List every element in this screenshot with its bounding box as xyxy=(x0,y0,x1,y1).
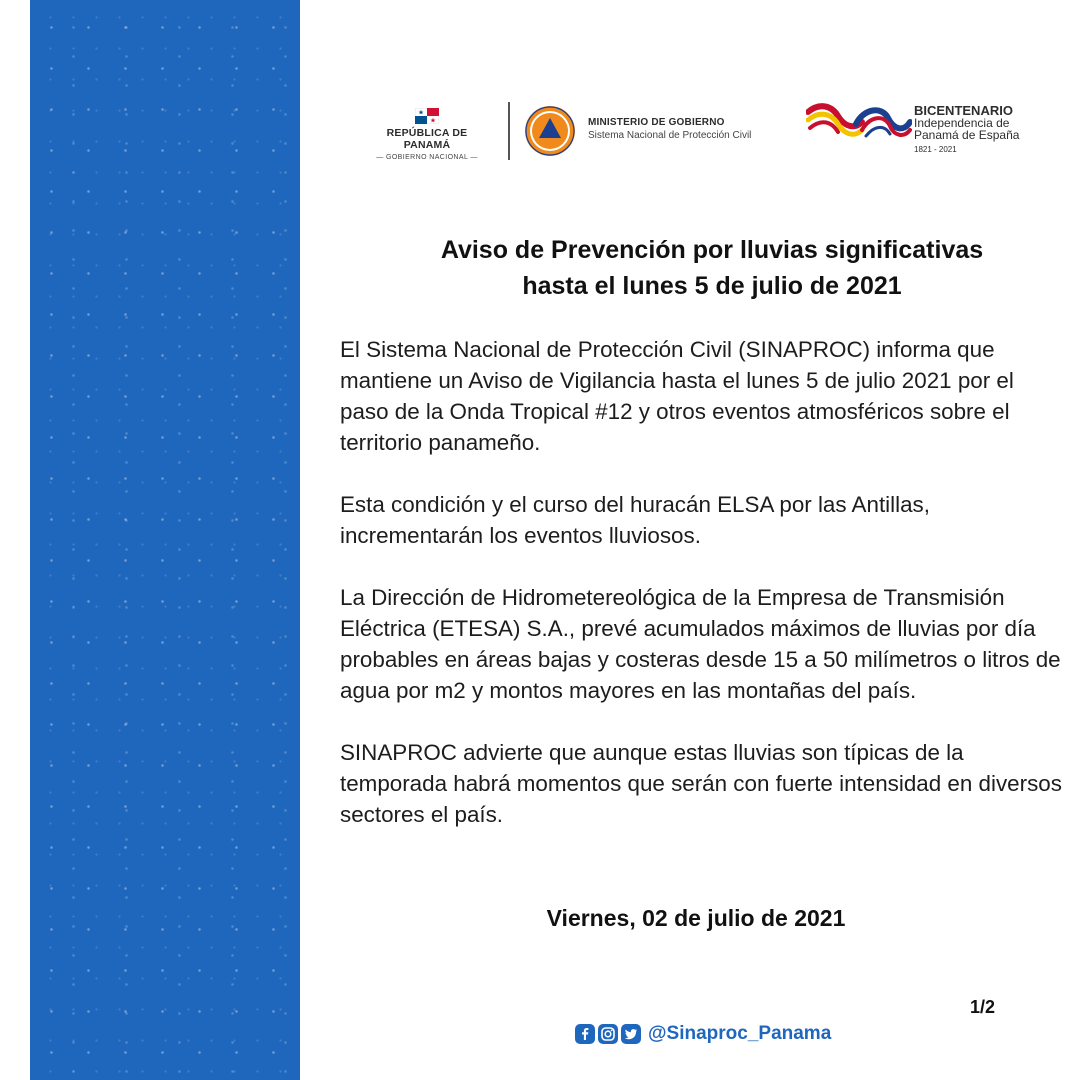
ministry-subtitle: Sistema Nacional de Protección Civil xyxy=(588,130,752,141)
notice-title xyxy=(362,232,1062,304)
bicentenario-title: BICENTENARIO xyxy=(914,103,1013,118)
bicentenario-years: 1821 - 2021 xyxy=(914,145,957,154)
social-footer xyxy=(575,1023,831,1045)
gobierno-nacional-label: — GOBIERNO NACIONAL — xyxy=(376,154,478,161)
paragraph: Esta condición y el curso del huracán ELSA por las Antillas, incrementarán los eventos lluviosos. xyxy=(340,492,930,548)
bicentenario-text xyxy=(914,105,1019,156)
republic-name: REPÚBLICA DE PANAMÁ xyxy=(386,127,468,151)
social-handle[interactable]: @Sinaproc_Panama xyxy=(648,1023,832,1044)
sinaproc-seal-icon xyxy=(524,105,576,157)
notice-body xyxy=(340,334,1065,861)
facebook-icon[interactable] xyxy=(575,1024,595,1044)
logo-divider xyxy=(508,102,510,160)
paragraph: La Dirección de Hidrometereológica de la Empresa de Transmisión Eléctrica (ETESA) S.A., prevé acumulados máximos de lluvias por día probables en áreas bajas y costeras desde 15 a 50 milímetros o litros de agua por m2 y montos mayores en las montañas del país. xyxy=(340,585,1061,703)
notice-title-line1: Aviso de Prevención por lluvias significativas xyxy=(440,236,984,264)
twitter-icon[interactable] xyxy=(621,1024,641,1044)
ministry-title: MINISTERIO DE GOBIERNO xyxy=(588,117,725,128)
paragraph: SINAPROC advierte que aunque estas lluvias son típicas de la temporada habrá momentos que serán con fuerte intensidad en diversos sectores el país. xyxy=(340,740,1062,827)
decorative-blue-strip xyxy=(30,0,300,1080)
bicentenario-line2: Panamá de España xyxy=(914,128,1020,142)
notice-title-line2: hasta el lunes 5 de julio de 2021 xyxy=(522,272,902,300)
notice-date: Viernes, 02 de julio de 2021 xyxy=(546,905,846,931)
page-number: 1/2 xyxy=(970,997,996,1017)
bicentenario-ribbon-icon xyxy=(806,100,912,150)
republica-panama-logo xyxy=(362,108,492,161)
paragraph: El Sistema Nacional de Protección Civil (SINAPROC) informa que mantiene un Aviso de Vigilancia hasta el lunes 5 de julio 2021 por el paso de la Onda Tropical #12 y otros eventos atmosféricos sobre el territorio panameño. xyxy=(340,337,1014,455)
ministry-block xyxy=(588,117,751,141)
header-logos xyxy=(360,100,1050,170)
bicentenario-line1: Independencia de xyxy=(914,116,1010,130)
instagram-icon[interactable] xyxy=(598,1024,618,1044)
panama-flag-icon xyxy=(415,108,439,124)
